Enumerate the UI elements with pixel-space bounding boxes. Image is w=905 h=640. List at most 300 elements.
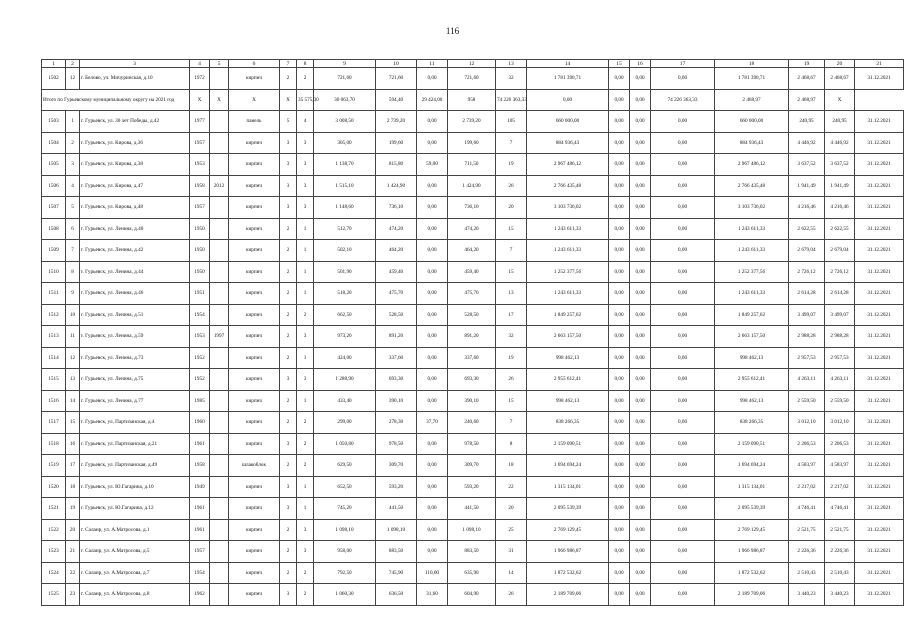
table-cell: 20 [66, 519, 80, 541]
table-cell [210, 412, 229, 434]
table-cell: 2 [297, 455, 314, 477]
table-cell: 3 440,23 [789, 584, 825, 606]
table-cell: 1950 [190, 240, 210, 262]
table-cell: 0,00 [609, 89, 630, 111]
table-cell: кирпич [229, 240, 280, 262]
table-cell: 1957 [190, 132, 210, 154]
table-cell: 2 [280, 347, 297, 369]
table-cell: 1953 [190, 326, 210, 348]
table-cell: 0,00 [609, 369, 630, 391]
table-cell: 0,00 [630, 68, 651, 90]
table-cell: 31.12.2021 [855, 111, 904, 133]
column-number-cell: 4 [190, 60, 210, 68]
table-cell: 0,00 [651, 240, 715, 262]
table-cell: 0,00 [630, 519, 651, 541]
table-cell: 0,00 [609, 519, 630, 541]
table-cell [210, 390, 229, 412]
table-cell: 838 266,35 [715, 412, 789, 434]
table-row [42, 326, 904, 348]
housing-repair-table [41, 59, 904, 606]
table-cell: 19 [66, 498, 80, 520]
table-cell: 3 [280, 433, 297, 455]
table-cell [210, 584, 229, 606]
table-cell: 0,00 [630, 455, 651, 477]
table-cell: 17 [496, 304, 527, 326]
table-cell: 3 [297, 197, 314, 219]
address-cell: г. Гурьевск, ул. Ленина, д.75 [80, 369, 190, 391]
table-row [42, 369, 904, 391]
table-cell: 0,00 [651, 175, 715, 197]
table-row [42, 390, 904, 412]
table-cell: 1972 [190, 68, 210, 90]
column-number-cell: 3 [80, 60, 190, 68]
table-cell: 474,20 [448, 218, 496, 240]
address-cell: г. Гурьевск, ул. Ленина, д.77 [80, 390, 190, 412]
table-cell: 1 515,10 [314, 175, 376, 197]
table-cell: 4 746,41 [789, 498, 825, 520]
table-cell: 1 098,10 [314, 519, 376, 541]
table-cell: 0,00 [609, 562, 630, 584]
table-cell: 0,00 [609, 584, 630, 606]
table-cell: 1 [297, 498, 314, 520]
table-cell: 2 [297, 68, 314, 90]
table-cell: 721,60 [376, 68, 417, 90]
table-cell: 2 559,50 [825, 390, 855, 412]
table-cell: 1 966 986,87 [715, 541, 789, 563]
table-cell: 31.12.2021 [855, 369, 904, 391]
table-cell: 1958 [190, 175, 210, 197]
table-cell: 660 000,00 [715, 111, 789, 133]
table-cell: 0,00 [651, 283, 715, 305]
table-cell: 4 [297, 111, 314, 133]
table-cell: 978,50 [376, 433, 417, 455]
table-cell: 31.12.2021 [855, 562, 904, 584]
table-cell: 14 [496, 562, 527, 584]
table-cell: 15 [496, 390, 527, 412]
table-cell: 0,00 [609, 455, 630, 477]
table-cell: 3 [280, 498, 297, 520]
table-cell: 2 [280, 283, 297, 305]
table-cell: 0,00 [630, 304, 651, 326]
table-cell: 5 [280, 111, 297, 133]
address-cell: г. Салаир, ул. А.Матросова, д.8 [80, 584, 190, 606]
table-cell: кирпич [229, 519, 280, 541]
table-cell: 0,00 [651, 111, 715, 133]
table-cell: 2 510,43 [825, 562, 855, 584]
table-cell: 26 [496, 175, 527, 197]
table-cell: 512,70 [314, 218, 376, 240]
table-cell: 2 [297, 562, 314, 584]
table-cell: 2 988,28 [789, 326, 825, 348]
address-cell: г. Гурьевск, ул. Ленина, д.42 [80, 240, 190, 262]
table-cell: X [229, 89, 280, 111]
table-cell: 0,00 [630, 132, 651, 154]
table-cell: 998 462,13 [715, 347, 789, 369]
table-row [42, 347, 904, 369]
table-row [42, 519, 904, 541]
table-cell: 998 462,13 [527, 347, 609, 369]
column-number-row [42, 60, 904, 68]
table-cell: 0,00 [651, 519, 715, 541]
table-cell: кирпич [229, 326, 280, 348]
table-cell: 528,50 [376, 304, 417, 326]
table-cell: 3 103 736,02 [527, 197, 609, 219]
table-cell: 0,00 [630, 433, 651, 455]
table-cell: 0,00 [630, 261, 651, 283]
table-cell: 2 189 709,06 [527, 584, 609, 606]
address-cell: г. Белово, ул. Мичуринская, д.10 [80, 68, 190, 90]
table-cell: 15 [66, 412, 80, 434]
table-cell: 2 622,55 [789, 218, 825, 240]
page-number: 116 [445, 26, 460, 36]
table-cell: 2 468,97 [715, 89, 789, 111]
table-cell: 2 [280, 541, 297, 563]
table-cell: 0,00 [417, 283, 448, 305]
table-cell: 30 063,70 [314, 89, 376, 111]
table-cell: 1 148,60 [314, 197, 376, 219]
table-cell: 2 957,53 [789, 347, 825, 369]
table-cell: 1 243 611,33 [527, 240, 609, 262]
table-cell: 15 [496, 261, 527, 283]
table-cell: 0,00 [417, 519, 448, 541]
table-cell: 0,00 [417, 218, 448, 240]
table-cell: 0,00 [630, 347, 651, 369]
table-cell: 2 [280, 218, 297, 240]
table-cell: 1 872 532,62 [527, 562, 609, 584]
table-cell: 464,20 [376, 240, 417, 262]
table-cell: 1954 [190, 562, 210, 584]
table-cell: 604,90 [448, 584, 496, 606]
table-cell: 3 [280, 476, 297, 498]
table-cell: 0,00 [609, 433, 630, 455]
table-cell: кирпич [229, 304, 280, 326]
address-cell: г. Гурьевск, ул. Ленина, д.40 [80, 218, 190, 240]
table-cell: X [825, 89, 855, 111]
table-cell: X [280, 89, 297, 111]
table-cell: 2 468,67 [825, 68, 855, 90]
table-cell: 2 095 539,39 [715, 498, 789, 520]
table-cell: 0,00 [630, 326, 651, 348]
table-cell: 433,40 [314, 390, 376, 412]
address-cell: г. Гурьевск, ул. Кирова, д.38 [80, 154, 190, 176]
table-cell: 441,50 [376, 498, 417, 520]
table-cell: 973,20 [314, 326, 376, 348]
table-cell: 0,00 [609, 132, 630, 154]
address-cell: г. Гурьевск, ул. Кирова, д.47 [80, 175, 190, 197]
table-cell: 1 243 611,33 [715, 240, 789, 262]
table-cell: 31.12.2021 [855, 498, 904, 520]
table-cell: кирпич [229, 68, 280, 90]
table-cell: 2 614,28 [789, 283, 825, 305]
table-cell: 0,00 [630, 476, 651, 498]
table-cell: 883,50 [376, 541, 417, 563]
table-cell: 2 726,12 [825, 261, 855, 283]
table-cell: кирпич [229, 412, 280, 434]
table-cell: 3 499,07 [789, 304, 825, 326]
address-cell: г. Гурьевск, ул. Ленина, д.73 [80, 347, 190, 369]
table-cell: 0,00 [651, 412, 715, 434]
table-cell: 1 941,49 [789, 175, 825, 197]
table-cell: 1952 [190, 369, 210, 391]
table-cell: 0,00 [417, 433, 448, 455]
table-cell: 31.12.2021 [855, 261, 904, 283]
table-cell: 1962 [190, 584, 210, 606]
table-row [42, 154, 904, 176]
table-cell: 883,50 [448, 541, 496, 563]
table-cell: 1 872 532,62 [715, 562, 789, 584]
table-row [42, 455, 904, 477]
table-cell: 660 000,00 [527, 111, 609, 133]
table-cell: 31.12.2021 [855, 519, 904, 541]
table-cell: 0,00 [417, 476, 448, 498]
table-cell: 2 663 157,50 [527, 326, 609, 348]
table-cell: 31.12.2021 [855, 283, 904, 305]
table-cell: 745,20 [314, 498, 376, 520]
table-cell: 2 [66, 132, 80, 154]
table-cell: 1 315 134,01 [715, 476, 789, 498]
table-cell [210, 261, 229, 283]
table-cell: 0,00 [609, 154, 630, 176]
table-cell: кирпич [229, 390, 280, 412]
table-cell: 0,00 [651, 218, 715, 240]
table-cell: кирпич [229, 541, 280, 563]
table-cell: 2 206,53 [789, 433, 825, 455]
table-cell: 2 679,04 [825, 240, 855, 262]
table-cell: 3 [297, 175, 314, 197]
table-cell: 31.12.2021 [855, 132, 904, 154]
table-cell: 0,00 [417, 455, 448, 477]
table-cell: 0,00 [651, 261, 715, 283]
table-cell: 1 966 986,87 [527, 541, 609, 563]
table-cell: 0,00 [630, 390, 651, 412]
table-cell: 3 637,52 [789, 154, 825, 176]
table-cell: 0,00 [609, 111, 630, 133]
table-cell: 2 [280, 326, 297, 348]
table-cell: 74 226 363,33 [496, 89, 527, 111]
table-cell: 4 [66, 175, 80, 197]
table-cell: 4 446,92 [789, 132, 825, 154]
table-row [42, 132, 904, 154]
table-cell: 2 957,53 [825, 347, 855, 369]
table-cell: 2 159 090,51 [715, 433, 789, 455]
table-cell: 18 [66, 476, 80, 498]
column-number-cell: 15 [609, 60, 630, 68]
table-cell: 528,50 [448, 304, 496, 326]
table-cell [210, 197, 229, 219]
table-cell: 17 [66, 455, 80, 477]
table-cell: 0,00 [651, 584, 715, 606]
table-cell: 0,00 [651, 197, 715, 219]
table-row [42, 433, 904, 455]
table-cell: 3 [297, 369, 314, 391]
table-cell: 0,00 [609, 218, 630, 240]
table-cell: 0,00 [651, 369, 715, 391]
table-cell: 0,00 [651, 347, 715, 369]
table-cell: 0,00 [417, 390, 448, 412]
table-cell: 5 [66, 197, 80, 219]
table-cell: 1 781 390,71 [715, 68, 789, 90]
table-cell: 11 [66, 326, 80, 348]
table-cell: 0,00 [630, 89, 651, 111]
address-cell: г. Гурьевск, ул. Ленина, д.44 [80, 261, 190, 283]
table-cell: 1 252 377,56 [715, 261, 789, 283]
table-cell: 1519 [42, 455, 66, 477]
table-cell: 31.12.2021 [855, 584, 904, 606]
table-cell [210, 111, 229, 133]
table-row [42, 283, 904, 305]
table-cell: 3 [297, 154, 314, 176]
table-row [42, 412, 904, 434]
address-cell: г. Салаир, ул. А.Матросова, д.5 [80, 541, 190, 563]
table-cell: 424,00 [314, 347, 376, 369]
table-cell: 19 [496, 154, 527, 176]
table-cell: 459,40 [448, 261, 496, 283]
table-cell: 2 [280, 455, 297, 477]
table-cell: 2 [297, 412, 314, 434]
table-cell: 0,00 [609, 68, 630, 90]
table-cell: 978,50 [448, 433, 496, 455]
table-cell [210, 541, 229, 563]
table-cell: 0,00 [417, 111, 448, 133]
table-cell: 1 [297, 476, 314, 498]
table-cell: 652,50 [314, 476, 376, 498]
table-row [42, 240, 904, 262]
table-cell: 3 499,07 [825, 304, 855, 326]
table-cell: 884 936,43 [715, 132, 789, 154]
table-cell: 1 [297, 218, 314, 240]
table-cell: 1 [297, 240, 314, 262]
table-cell: 1 243 611,33 [527, 218, 609, 240]
address-cell: г. Салаир, ул. А.Матросова, д.1 [80, 519, 190, 541]
table-cell [210, 562, 229, 584]
table-row [42, 68, 904, 90]
column-number-cell: 14 [527, 60, 609, 68]
table-cell: 2 [297, 433, 314, 455]
table-cell [210, 347, 229, 369]
table-cell: 2 [280, 412, 297, 434]
table-cell: 0,00 [609, 326, 630, 348]
table-cell: 0,00 [417, 498, 448, 520]
column-number-cell: 18 [715, 60, 789, 68]
table-cell [210, 283, 229, 305]
table-cell: 31.12.2021 [855, 326, 904, 348]
table-cell: 337,60 [376, 347, 417, 369]
table-cell: 2 159 090,51 [527, 433, 609, 455]
table-cell: 1 060,30 [314, 584, 376, 606]
table-cell: 2 614,28 [825, 283, 855, 305]
table-cell: 2 468,97 [789, 89, 825, 111]
table-cell: 1957 [190, 541, 210, 563]
table-cell: 2 739,20 [376, 111, 417, 133]
table-cell: 31.12.2021 [855, 218, 904, 240]
table-cell: 1512 [42, 304, 66, 326]
table-cell: 0,00 [609, 283, 630, 305]
table-cell: 0,00 [630, 154, 651, 176]
table-cell: 1 424,90 [376, 175, 417, 197]
column-number-cell: 5 [210, 60, 229, 68]
table-cell: 1961 [190, 519, 210, 541]
table-cell: 1525 [42, 584, 66, 606]
table-cell: 2 739,20 [448, 111, 496, 133]
table-cell: 3 [280, 154, 297, 176]
table-cell: 1523 [42, 541, 66, 563]
table-cell: 199,60 [376, 132, 417, 154]
table-cell: 13 [66, 369, 80, 391]
column-number-cell: 12 [448, 60, 496, 68]
table-cell: 459,40 [376, 261, 417, 283]
table-row [42, 197, 904, 219]
table-cell: кирпич [229, 347, 280, 369]
table-cell: 1520 [42, 476, 66, 498]
table-cell: 0,00 [609, 261, 630, 283]
table-cell [210, 455, 229, 477]
table-cell: 0,00 [609, 390, 630, 412]
table-cell: 3 103 736,02 [715, 197, 789, 219]
table-cell: 337,60 [448, 347, 496, 369]
table-cell: 2 967 486,12 [527, 154, 609, 176]
table-cell: 3 [280, 584, 297, 606]
table-cell [210, 476, 229, 498]
table-cell: кирпич [229, 154, 280, 176]
table-cell: 1515 [42, 369, 66, 391]
table-cell: 474,20 [376, 218, 417, 240]
table-cell: 0,00 [417, 369, 448, 391]
table-cell: 3 [66, 154, 80, 176]
table-cell: 1958 [190, 455, 210, 477]
table-cell: 31 [496, 541, 527, 563]
table-cell: 0,00 [609, 240, 630, 262]
table-cell: 8 [66, 261, 80, 283]
column-number-cell: 20 [825, 60, 855, 68]
table-cell: 110,00 [417, 562, 448, 584]
table-cell [210, 433, 229, 455]
table-cell: 2 769 129,45 [715, 519, 789, 541]
table-cell: 4 263,11 [825, 369, 855, 391]
table-cell: 299,00 [314, 412, 376, 434]
table-cell: 4 216,46 [789, 197, 825, 219]
table-cell: 2 [280, 240, 297, 262]
table-cell: 31.12.2021 [855, 154, 904, 176]
table-cell: 31.12.2021 [855, 175, 904, 197]
table-cell: кирпич [229, 197, 280, 219]
table-cell: кирпич [229, 433, 280, 455]
table-cell: 19 [496, 347, 527, 369]
table-cell: 31.12.2021 [855, 347, 904, 369]
table-cell: 0,00 [651, 562, 715, 584]
table-cell: 1 [66, 111, 80, 133]
table-cell: 1513 [42, 326, 66, 348]
table-cell: кирпич [229, 562, 280, 584]
table-cell: 0,00 [417, 541, 448, 563]
table-cell: 0,00 [609, 304, 630, 326]
table-cell: 891,20 [376, 326, 417, 348]
table-cell: 12 [66, 68, 80, 90]
table-cell: 7 [496, 412, 527, 434]
table-cell: 2 [297, 584, 314, 606]
table-cell: 0,00 [651, 476, 715, 498]
table-cell: 0,00 [651, 304, 715, 326]
table-cell [210, 304, 229, 326]
table-cell: 0,00 [609, 541, 630, 563]
table-cell: 0,00 [417, 197, 448, 219]
table-cell: 2 [280, 68, 297, 90]
table-cell: 0,00 [527, 89, 609, 111]
table-cell: 1 252 377,56 [527, 261, 609, 283]
table-cell: 16 [66, 433, 80, 455]
column-number-cell: 9 [314, 60, 376, 68]
table-cell: 1 [297, 261, 314, 283]
table-cell [210, 240, 229, 262]
